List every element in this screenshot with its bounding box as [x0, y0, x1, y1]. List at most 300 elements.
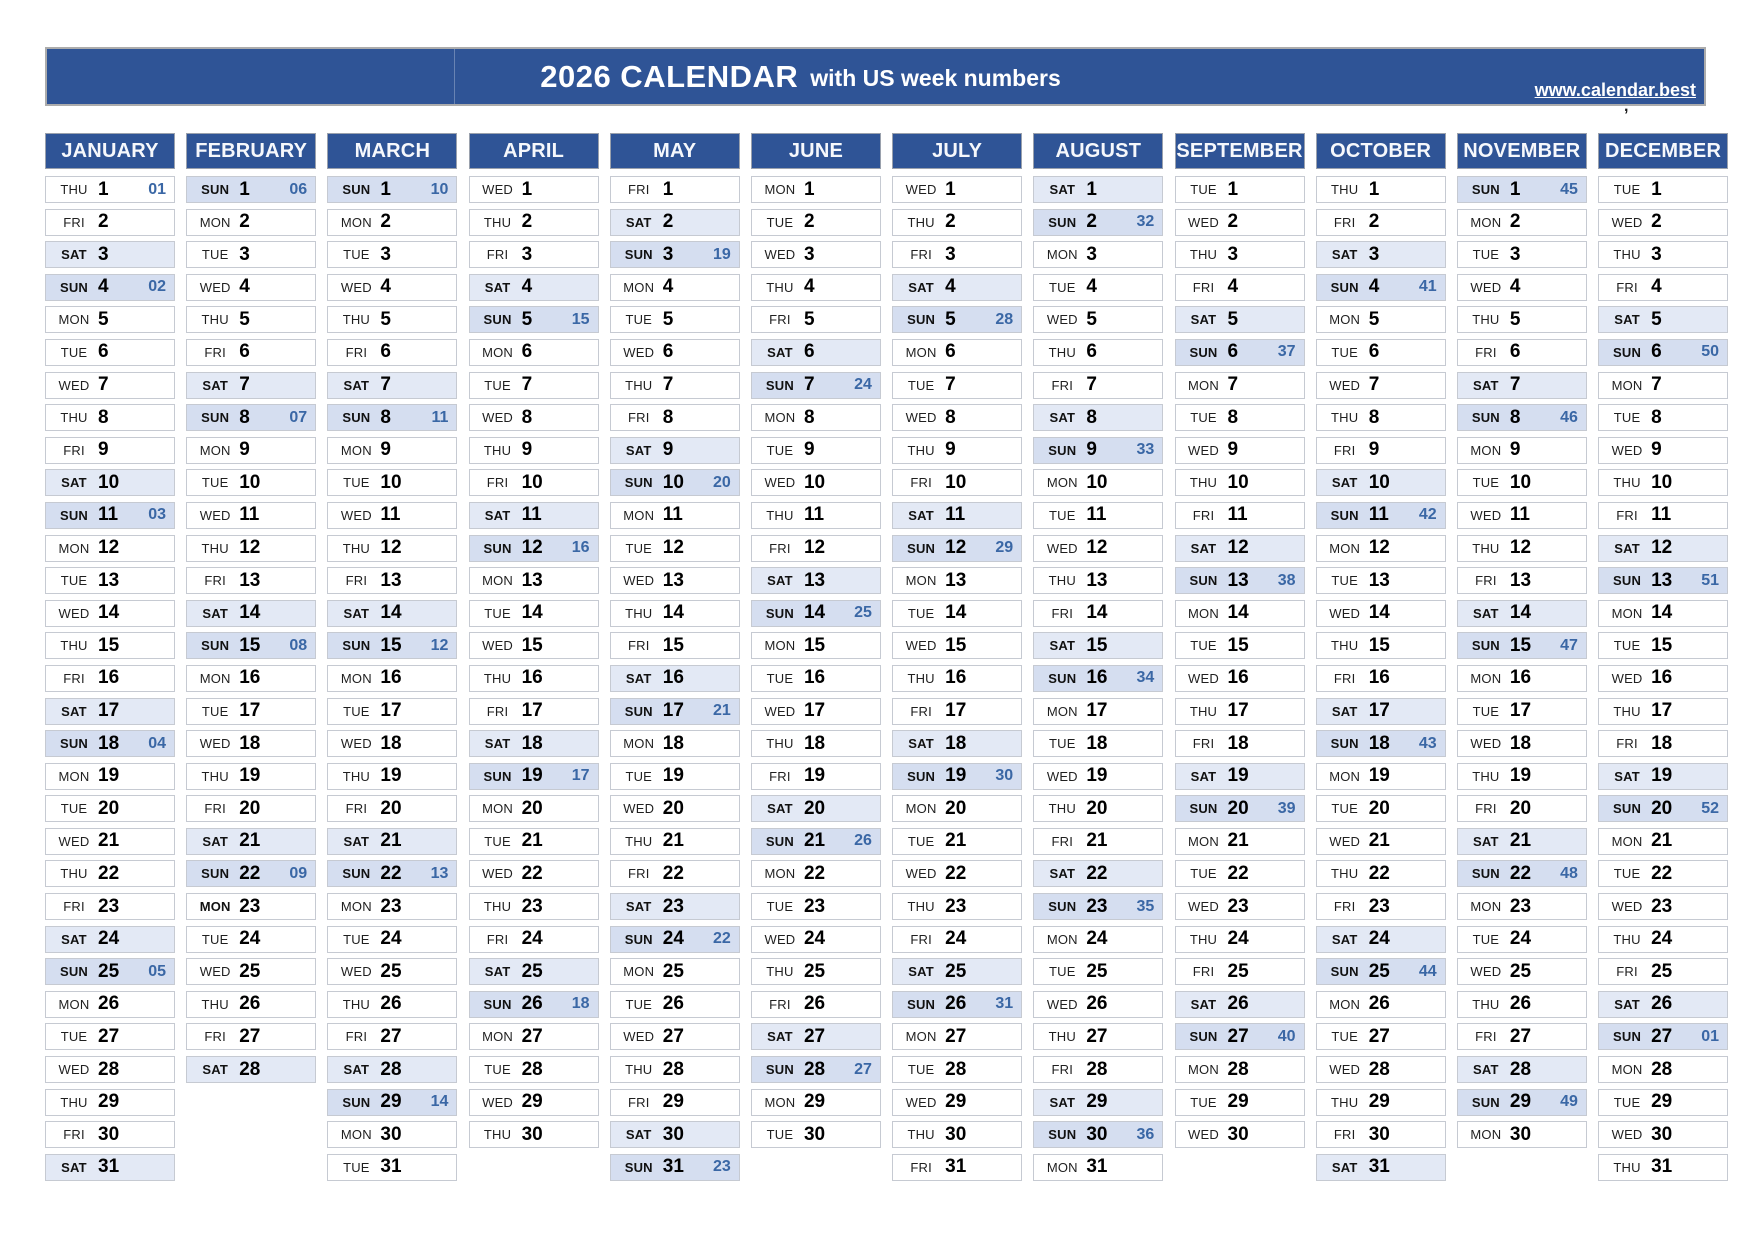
- day-number: 7: [239, 374, 250, 396]
- day-abbrev: FRI: [627, 1094, 650, 1110]
- day-abbrev: SAT: [1190, 312, 1217, 328]
- day-number: 24: [945, 928, 967, 950]
- day-abbrev: TUE: [907, 1062, 935, 1078]
- day-cell: [892, 502, 1022, 529]
- day-abbrev: MON: [1046, 475, 1078, 491]
- week-number: 36: [1136, 1125, 1155, 1143]
- day-number: 30: [521, 1123, 543, 1145]
- day-cell: [892, 1023, 1022, 1050]
- day-abbrev: THU: [1189, 247, 1218, 263]
- day-abbrev: WED: [1611, 442, 1643, 458]
- day-number: 23: [1509, 895, 1532, 917]
- day-cell: [892, 567, 1022, 594]
- day-cell: [1316, 306, 1446, 333]
- day-abbrev: SUN: [624, 931, 653, 947]
- day-cell: [327, 1089, 457, 1116]
- day-cell: [1316, 274, 1446, 301]
- day-abbrev: FRI: [910, 247, 932, 263]
- day-number: 30: [1368, 1123, 1390, 1145]
- day-abbrev: SAT: [1049, 182, 1076, 197]
- day-cell: [1316, 1089, 1446, 1116]
- day-cell: [1316, 860, 1446, 887]
- day-cell: [1175, 600, 1305, 627]
- day-cell: [892, 1056, 1022, 1083]
- day-abbrev: SUN: [1048, 214, 1077, 230]
- day-cell: [1033, 567, 1163, 594]
- day-cell: [45, 665, 175, 692]
- day-cell: [469, 795, 599, 822]
- day-abbrev: WED: [905, 410, 937, 426]
- day-cell: [45, 339, 175, 366]
- day-abbrev: MON: [623, 736, 655, 752]
- day-number: 14: [521, 602, 543, 624]
- day-number: 14: [239, 602, 261, 624]
- week-number: 20: [712, 473, 731, 491]
- day-cell: [45, 698, 175, 725]
- day-cell: [45, 372, 175, 399]
- day-cell: [1175, 730, 1305, 757]
- day-cell: [45, 600, 175, 627]
- day-cell: [45, 795, 175, 822]
- day-number: 25: [1086, 960, 1108, 982]
- day-cell: [1175, 372, 1305, 399]
- week-number: 40: [1277, 1027, 1296, 1045]
- day-number: 7: [521, 374, 533, 396]
- month-header-october: OCTOBER: [1316, 133, 1446, 169]
- day-abbrev: THU: [1331, 866, 1359, 882]
- day-abbrev: SUN: [765, 605, 794, 621]
- day-cell: [45, 1089, 175, 1116]
- day-cell: [1033, 469, 1163, 496]
- day-number: 25: [1368, 960, 1390, 982]
- day-abbrev: TUE: [1049, 736, 1076, 752]
- day-cell: [186, 600, 316, 627]
- day-abbrev: SUN: [624, 1159, 653, 1175]
- day-cell: [469, 306, 599, 333]
- day-cell: [610, 372, 740, 399]
- day-cell: [1033, 828, 1163, 855]
- day-number: 30: [1509, 1123, 1532, 1145]
- day-number: 1: [239, 178, 250, 200]
- day-number: 9: [945, 439, 956, 461]
- day-abbrev: THU: [625, 1062, 653, 1078]
- day-number: 18: [98, 732, 120, 754]
- day-number: 29: [1227, 1091, 1249, 1113]
- day-number: 23: [239, 895, 261, 917]
- day-abbrev: SUN: [1189, 1029, 1218, 1045]
- day-cell: [610, 1121, 740, 1148]
- day-number: 6: [521, 341, 533, 363]
- day-abbrev: FRI: [1475, 573, 1497, 589]
- day-number: 7: [803, 374, 815, 396]
- day-abbrev: FRI: [204, 344, 226, 360]
- day-number: 7: [1509, 374, 1521, 396]
- day-cell: [610, 958, 740, 985]
- day-cell: [186, 502, 316, 529]
- month-column-december: [1598, 133, 1728, 1186]
- day-cell: [1457, 632, 1587, 659]
- day-abbrev: FRI: [1333, 442, 1356, 458]
- day-abbrev: SAT: [1614, 540, 1640, 556]
- day-number: 5: [662, 308, 674, 330]
- day-number: 12: [662, 537, 684, 559]
- day-number: 17: [662, 700, 684, 721]
- day-number: 29: [803, 1091, 826, 1113]
- day-cell: [751, 469, 881, 496]
- day-abbrev: MON: [1470, 670, 1502, 686]
- day-number: 12: [380, 537, 402, 559]
- day-abbrev: WED: [1188, 899, 1219, 915]
- day-cell: [327, 372, 457, 399]
- day-number: 28: [1227, 1058, 1249, 1080]
- day-number: 8: [1509, 406, 1521, 428]
- day-cell: [327, 860, 457, 887]
- day-number: 17: [521, 700, 543, 721]
- day-cell: [186, 698, 316, 725]
- day-cell: [1598, 1023, 1728, 1050]
- day-abbrev: SAT: [61, 931, 87, 947]
- day-cell: [327, 241, 457, 268]
- day-abbrev: SUN: [1471, 410, 1500, 426]
- day-number: 30: [803, 1123, 826, 1145]
- day-number: 6: [1368, 341, 1380, 363]
- day-cell: [469, 991, 599, 1018]
- day-number: 16: [380, 667, 402, 689]
- day-abbrev: SAT: [908, 736, 934, 752]
- day-cell: [469, 404, 599, 431]
- day-number: 18: [662, 732, 684, 754]
- day-cell: [1457, 665, 1587, 692]
- day-number: 18: [239, 732, 261, 754]
- day-abbrev: MON: [1188, 833, 1219, 849]
- day-cell: [1316, 958, 1446, 985]
- day-cell: [610, 274, 740, 301]
- day-number: 11: [662, 504, 683, 526]
- day-number: 27: [945, 1025, 967, 1047]
- day-abbrev: SAT: [767, 573, 793, 589]
- day-cell: [186, 1023, 316, 1050]
- day-abbrev: THU: [342, 540, 371, 556]
- day-cell: [610, 437, 740, 464]
- day-number: 2: [945, 211, 956, 233]
- day-abbrev: MON: [764, 182, 796, 197]
- day-number: 19: [380, 765, 402, 787]
- day-cell: [1457, 1056, 1587, 1083]
- day-cell: [327, 795, 457, 822]
- day-number: 22: [1368, 862, 1390, 884]
- day-abbrev: SUN: [1613, 801, 1642, 817]
- day-cell: [1316, 698, 1446, 725]
- day-cell: [45, 763, 175, 790]
- day-abbrev: SAT: [1049, 410, 1076, 426]
- day-number: 9: [1227, 439, 1239, 461]
- day-cell: [1033, 698, 1163, 725]
- day-number: 29: [1368, 1091, 1390, 1113]
- day-abbrev: MON: [482, 801, 514, 817]
- week-number: 49: [1560, 1093, 1578, 1111]
- day-cell: [45, 176, 175, 203]
- day-abbrev: SAT: [484, 736, 511, 752]
- day-number: 1: [1227, 178, 1239, 200]
- day-cell: [186, 372, 316, 399]
- day-abbrev: SAT: [484, 964, 511, 980]
- day-number: 3: [1086, 243, 1097, 265]
- day-cell: [892, 306, 1022, 333]
- day-abbrev: THU: [60, 1094, 88, 1110]
- day-cell: [1598, 632, 1728, 659]
- page-subtitle: with US week numbers: [810, 65, 1061, 91]
- day-cell: [327, 274, 457, 301]
- day-cell: [892, 730, 1022, 757]
- day-abbrev: SUN: [201, 410, 230, 426]
- day-number: 3: [945, 243, 956, 265]
- day-abbrev: TUE: [60, 344, 88, 360]
- day-abbrev: TUE: [1190, 1094, 1217, 1110]
- day-cell: [751, 306, 881, 333]
- day-cell: [751, 926, 881, 953]
- day-number: 14: [803, 602, 826, 624]
- day-number: 13: [1651, 569, 1673, 591]
- day-abbrev: FRI: [486, 247, 509, 263]
- day-cell: [1598, 502, 1728, 529]
- day-abbrev: WED: [623, 801, 655, 817]
- day-number: 1: [662, 178, 674, 200]
- day-number: 20: [662, 797, 684, 819]
- day-cell: [610, 469, 740, 496]
- day-number: 22: [380, 862, 402, 884]
- day-cell: [892, 860, 1022, 887]
- day-abbrev: THU: [1189, 931, 1218, 947]
- day-cell: [327, 1023, 457, 1050]
- day-abbrev: FRI: [486, 703, 509, 719]
- day-cell: [610, 339, 740, 366]
- day-cell: [1457, 795, 1587, 822]
- day-cell: [469, 469, 599, 496]
- day-number: 25: [1651, 960, 1673, 982]
- day-number: 1: [98, 178, 109, 200]
- day-cell: [186, 274, 316, 301]
- day-cell: [1598, 730, 1728, 757]
- day-number: 4: [380, 276, 391, 298]
- day-number: 2: [803, 211, 815, 233]
- day-abbrev: TUE: [1049, 507, 1076, 523]
- week-number: 43: [1418, 734, 1437, 752]
- day-abbrev: THU: [483, 442, 512, 458]
- day-number: 8: [1227, 406, 1239, 428]
- day-number: 1: [1509, 178, 1521, 200]
- day-number: 1: [945, 178, 956, 200]
- website-link[interactable]: www.calendar.best: [1534, 80, 1696, 100]
- day-cell: [1457, 469, 1587, 496]
- day-cell: [327, 437, 457, 464]
- day-abbrev: SUN: [1189, 573, 1218, 589]
- day-abbrev: MON: [199, 214, 231, 230]
- day-number: 11: [1651, 504, 1672, 526]
- day-number: 26: [380, 993, 402, 1015]
- day-cell: [1175, 567, 1305, 594]
- day-cell: [1316, 404, 1446, 431]
- day-cell: [892, 535, 1022, 562]
- day-number: 15: [662, 634, 684, 656]
- day-number: 1: [1086, 178, 1097, 200]
- day-cell: [1175, 893, 1305, 920]
- day-number: 16: [1368, 667, 1390, 689]
- day-cell: [1598, 274, 1728, 301]
- day-number: 25: [380, 960, 402, 982]
- day-cell: [1316, 665, 1446, 692]
- day-abbrev: SAT: [625, 899, 652, 915]
- day-cell: [327, 1154, 457, 1181]
- month-column-january: [45, 133, 175, 1186]
- day-number: 30: [1651, 1123, 1673, 1145]
- day-number: 6: [239, 341, 250, 363]
- day-cell: [1457, 241, 1587, 268]
- day-abbrev: SUN: [1330, 964, 1359, 980]
- week-number: 47: [1560, 636, 1578, 654]
- day-number: 31: [662, 1156, 684, 1178]
- day-cell: [892, 339, 1022, 366]
- day-cell: [610, 632, 740, 659]
- day-abbrev: THU: [1613, 247, 1641, 263]
- day-cell: [610, 241, 740, 268]
- day-abbrev: TUE: [1472, 247, 1500, 263]
- day-abbrev: THU: [1331, 410, 1359, 426]
- day-cell: [327, 339, 457, 366]
- day-abbrev: TUE: [1613, 410, 1641, 426]
- week-number: 27: [854, 1060, 872, 1078]
- day-abbrev: MON: [1188, 605, 1219, 621]
- day-abbrev: SUN: [907, 540, 936, 556]
- day-cell: [610, 893, 740, 920]
- day-abbrev: WED: [58, 605, 90, 621]
- day-number: 25: [803, 960, 826, 982]
- day-cell: [45, 893, 175, 920]
- day-cell: [1175, 339, 1305, 366]
- day-abbrev: SUN: [201, 182, 230, 197]
- day-abbrev: SUN: [1330, 507, 1359, 523]
- day-abbrev: MON: [199, 670, 231, 686]
- day-cell: [892, 437, 1022, 464]
- day-abbrev: SUN: [1613, 344, 1642, 360]
- day-number: 19: [1651, 765, 1673, 787]
- day-cell: [327, 991, 457, 1018]
- day-abbrev: THU: [1189, 703, 1218, 719]
- day-number: 13: [1509, 569, 1532, 591]
- day-cell: [1457, 372, 1587, 399]
- day-number: 17: [1651, 700, 1673, 721]
- day-cell: [1598, 860, 1728, 887]
- day-abbrev: MON: [1188, 377, 1219, 393]
- day-number: 18: [1651, 732, 1673, 754]
- day-number: 30: [98, 1123, 120, 1145]
- day-number: 23: [662, 895, 684, 917]
- day-cell: [45, 860, 175, 887]
- day-cell: [327, 665, 457, 692]
- day-cell: [327, 600, 457, 627]
- day-number: 25: [662, 960, 684, 982]
- day-number: 12: [239, 537, 261, 559]
- day-abbrev: WED: [905, 638, 937, 654]
- day-number: 16: [803, 667, 826, 689]
- day-abbrev: TUE: [907, 605, 935, 621]
- day-cell: [1033, 730, 1163, 757]
- day-cell: [186, 795, 316, 822]
- day-number: 19: [662, 765, 684, 787]
- day-abbrev: TUE: [343, 703, 370, 719]
- day-abbrev: THU: [483, 214, 512, 230]
- day-number: 2: [1227, 211, 1239, 233]
- day-cell: [469, 763, 599, 790]
- day-number: 17: [945, 700, 967, 721]
- day-cell: [1175, 176, 1305, 203]
- day-cell: [1316, 535, 1446, 562]
- day-abbrev: THU: [907, 442, 935, 458]
- day-cell: [1316, 567, 1446, 594]
- day-abbrev: WED: [1329, 377, 1361, 393]
- day-abbrev: TUE: [1049, 964, 1076, 980]
- day-number: 19: [98, 765, 120, 787]
- day-abbrev: TUE: [1190, 182, 1217, 197]
- day-number: 14: [662, 602, 684, 624]
- day-number: 25: [1509, 960, 1532, 982]
- day-abbrev: WED: [199, 507, 231, 523]
- day-abbrev: SUN: [59, 736, 89, 752]
- day-number: 17: [239, 700, 261, 721]
- week-number: 51: [1701, 571, 1720, 589]
- day-abbrev: MON: [764, 410, 796, 426]
- week-number: 25: [854, 604, 872, 622]
- day-cell: [327, 306, 457, 333]
- day-number: 9: [521, 439, 533, 461]
- day-abbrev: THU: [1472, 996, 1500, 1012]
- day-number: 31: [98, 1156, 120, 1178]
- calendar-title: [47, 49, 1554, 104]
- day-number: 5: [521, 308, 533, 330]
- day-abbrev: WED: [482, 182, 514, 197]
- day-cell: [1033, 372, 1163, 399]
- day-abbrev: SAT: [767, 801, 793, 817]
- day-number: 9: [380, 439, 391, 461]
- day-number: 17: [1368, 700, 1390, 721]
- day-cell: [751, 404, 881, 431]
- day-abbrev: THU: [1613, 1159, 1641, 1175]
- day-abbrev: THU: [1331, 638, 1359, 654]
- day-abbrev: TUE: [343, 247, 370, 263]
- day-abbrev: WED: [764, 247, 796, 263]
- day-cell: [610, 1089, 740, 1116]
- day-abbrev: SAT: [1049, 638, 1076, 654]
- day-cell: [1457, 437, 1587, 464]
- day-number: 31: [1086, 1156, 1108, 1178]
- day-cell: [186, 209, 316, 236]
- day-abbrev: WED: [623, 1029, 655, 1045]
- week-number: 26: [854, 832, 872, 850]
- day-abbrev: WED: [199, 736, 231, 752]
- day-abbrev: MON: [1470, 899, 1502, 915]
- week-number: 05: [148, 962, 166, 980]
- day-number: 25: [521, 960, 543, 982]
- day-cell: [469, 1056, 599, 1083]
- day-cell: [892, 209, 1022, 236]
- day-number: 10: [380, 471, 402, 493]
- day-cell: [892, 926, 1022, 953]
- day-cell: [1457, 1023, 1587, 1050]
- day-number: 4: [945, 276, 956, 298]
- day-number: 25: [239, 960, 261, 982]
- day-cell: [1598, 372, 1728, 399]
- day-abbrev: FRI: [1475, 344, 1497, 360]
- day-abbrev: FRI: [204, 801, 226, 817]
